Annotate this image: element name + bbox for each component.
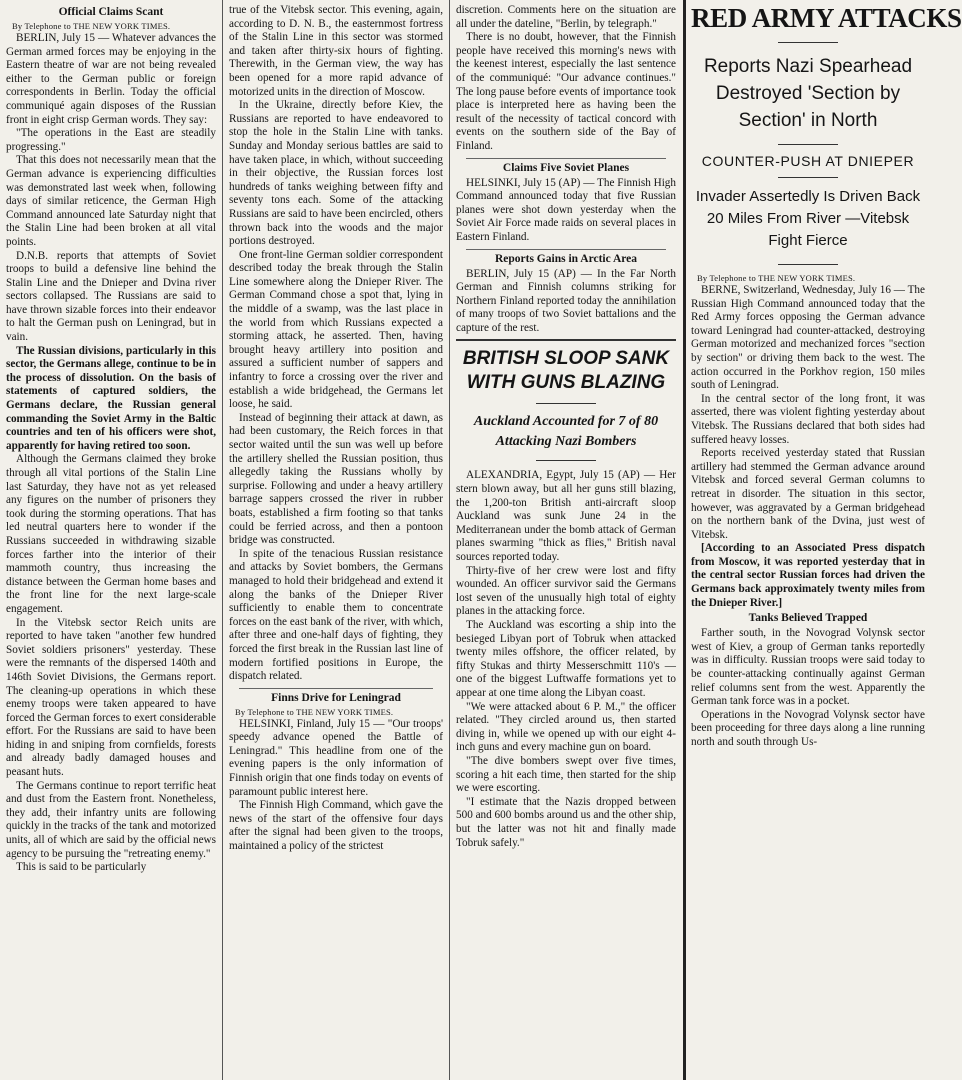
article-heading-tanks: Tanks Believed Trapped <box>748 612 868 625</box>
column-stalin-line <box>223 0 449 1080</box>
article-paragraph: "We were attacked about 6 P. M.," the officer related. "They circled around us, then started diving in, while we opened up with our eight 4-inch guns and every machine gun on board. <box>456 700 676 754</box>
article-paragraph: The Germans continue to report terrific heat and dust from the Eastern front. Nonetheless, they add, their infantry units are following quickly in the tracks of the tank and motorized units, all of which are said by the official news agency to be pursuing the "retreating enemy." <box>6 779 216 860</box>
article-paragraph: HELSINKI, Finland, July 15 — "Our troops' speedy advance opened the Battle of Leningrad." This headline from one of the evening papers is the only information of Finnish origin that one finds today on events of paramount public interest here. <box>229 717 443 798</box>
byline-credit: By Telephone to THE NEW YORK TIMES. <box>235 706 394 717</box>
article-paragraph: This is said to be particularly <box>16 861 147 874</box>
column-official-claims <box>0 0 222 1080</box>
article-paragraph: BERNE, Switzerland, Wednesday, July 16 — The Russian High Command announced today that the Red Army forces opposing the German advance toward Leningrad had counter-attacked, destroying German motorized and mechanized forces "section by section" or driving them back to the west. The action occurred in the Porkhov region, 150 miles south of Leningrad. <box>691 284 925 392</box>
article-paragraph: Farther south, in the Novograd Volynsk sector west of Kiev, a group of German tanks reportedly was in difficulty. Russian troops were said today to be counter-attacking continually against German relief columns sent from the west. Apparently the German tank force was in a pocket. <box>691 627 925 708</box>
section-divider <box>239 688 433 689</box>
article-paragraph: "The dive bombers swept over five times, scoring a hit each time, then started for the ship we were escorting. <box>456 754 676 795</box>
headline-deck-secondary: Invader Assertedly Is Driven Back 20 Miles From River —Vitebsk Fight Fierce <box>695 188 921 249</box>
sloop-headline-block <box>456 339 676 461</box>
column-finland-sloop <box>450 0 682 1080</box>
article-paragraph: BERLIN, July 15 — Whatever advances the German armed forces may be enjoying in the Eastern theatre of war are not being revealed either to the German public or foreign correspondents in Berlin. Today the official communiqué again disposes of the Russian front in eight crisp German words. They say: <box>6 32 216 126</box>
article-paragraph: "The operations in the East are steadily progressing." <box>6 127 216 153</box>
headline-rule <box>536 403 596 404</box>
article-paragraph: The Finnish High Command, which gave the news of the start of the offensive four days after the signal had been given to the troops, maintained a policy of the strictest <box>229 799 443 853</box>
byline-credit: By Telephone to THE NEW YORK TIMES. <box>12 21 171 31</box>
article-paragraph: The Russian divisions, particularly in this sector, the Germans allege, continue to be in the process of dissolution. On the basis of statements of captured soldiers, the Germans declare, the Russian general commanding the Soviet Army in the Baltic countries and ten of his officers were shot, apparently for having retired too soon. <box>6 344 216 452</box>
article-paragraph: That this does not necessarily mean that the German advance is experiencing difficulties was demonstrated last week when, following days of similar reticence, the German High Command announced late Saturday night that the Stalin Line had been broken at all vital points. <box>6 154 216 248</box>
headline-rule <box>536 460 596 461</box>
article-paragraph: Thirty-five of her crew were lost and fifty wounded. An officer survivor said the Germans lost seven of the unusually high total of eighty planes in the attacking force. <box>456 564 676 618</box>
section-divider <box>466 249 666 250</box>
article-heading-official-claims: Official Claims Scant <box>58 6 164 18</box>
article-heading-arctic: Reports Gains in Arctic Area <box>494 252 638 265</box>
article-paragraph: In the Vitebsk sector Reich units are reported to have taken "another few hundred Soviet soldiers prisoners" yesterday. These were the remnants of the dispersed 140th and 146th Soviet Divisions, the Germans report. The cleaning-up operations in which these enemy troops were taken appeared to have forced the German forces to exert considerable effort. For the Russians are said to have been hiding in and sniping from cornfields, forests and already badly damaged houses and peasant huts. <box>6 616 216 779</box>
column-red-army <box>686 0 962 1080</box>
sloop-headline: BRITISH SLOOP SANK WITH GUNS BLAZING <box>462 348 670 394</box>
article-paragraph: Reports received yesterday stated that Russian artillery had stemmed the German advance around Vitebsk and forced several German columns to retreat in disorder. The situation in this sector, however, was aggravated by a German bridgehead on the northern bank of the Dvina, just west of Vitebsk. <box>691 447 925 541</box>
headline-caps: COUNTER-PUSH AT DNIEPER <box>701 153 915 169</box>
article-paragraph: discretion. Comments here on the situation are all under the dateline, "Berlin, by telegraph." <box>456 4 676 30</box>
article-paragraph: [According to an Associated Press dispatch from Moscow, it was reported yesterday that in the central sector Russian forces had driven the Germans back approximately twenty miles from the Dnieper River.] <box>691 542 925 609</box>
headline-rule <box>778 177 838 178</box>
article-paragraph: In the central sector of the long front, it was asserted, there was violent fighting yesterday about Vitebsk. The Russians declared that both sides had suffered heavy losses. <box>691 392 925 446</box>
article-paragraph: In spite of the tenacious Russian resistance and attacks by Soviet bombers, the Germans managed to hold their bridgehead and extend it along the banks of the Dnieper River sufficiently to enable them to concentrate forces on the east bank of the river, with which, after three and one-half days of fighting, they forced the first break in the Russian last line of modern fortified positions in Europe, the dispatch related. <box>229 547 443 683</box>
article-paragraph: "I estimate that the Nazis dropped between 500 and 600 bombs around us and the other ship, but the latter was not hit and finally made Tobruk safely." <box>456 795 676 849</box>
article-paragraph: ALEXANDRIA, Egypt, July 15 (AP) — Her stern blown away, but all her guns still blazing, the 1,200-ton British anti-aircraft sloop Auckland was sunk June 24 in the Mediterranean under the bomb attack of German planes swarming "thick as flies," British naval sources reported today. <box>456 469 676 564</box>
article-heading-finns-drive: Finns Drive for Leningrad <box>271 691 401 704</box>
article-paragraph: In the Ukraine, directly before Kiev, the Russians are reported to have endeavored to stop the hole in the Stalin Line with tanks. Sunday and Monday serious battles are said to have taken place, in which, without succeeding in their objective, the Russian forces lost hundreds of tanks weighing between fifty and seventy tons each. Some of the attacking Russians are said to have been encircled, others thrown back into the woods and the major portions destroyed. <box>229 99 443 248</box>
headline-rule <box>778 264 838 265</box>
headline-deck: Reports Nazi Spearhead Destroyed 'Section by Section' in North <box>703 56 913 131</box>
byline-credit: By Telephone to THE NEW YORK TIMES. <box>697 273 856 283</box>
article-paragraph: Although the Germans claimed they broke through all vital portions of the Stalin Line last Saturday, they have not as yet released any figures on the number of prisoners they took during the storming operations. That has led neutral quarters here to wonder if the Russians succeeded in withdrawing sizable forces farther into the interior of their mammoth country, thus increasing the distance between the German home bases and the front line for the next large-scale engagement. <box>6 453 216 615</box>
sloop-deck: Auckland Accounted for 7 of 80 Attacking Nazi Bombers <box>473 414 659 450</box>
article-paragraph: There is no doubt, however, that the Finnish people have received this morning's news with the keenest interest, especially the last sentence of the communiqué: "Our advance continues." The long pause before events of importance took place is interpreted here as having been the result of the necessity of tactical concord with events on the southern side of the Bay of Finland. <box>456 31 676 152</box>
article-paragraph: Operations in the Novograd Volynsk sector have been proceeding for three days along a line running north and south through Us- <box>691 708 925 748</box>
headline-rule <box>778 144 838 145</box>
main-headline: RED ARMY ATTACKS <box>691 3 962 33</box>
article-heading-soviet-planes: Claims Five Soviet Planes <box>502 161 630 174</box>
section-divider <box>466 158 666 159</box>
article-paragraph: BERLIN, July 15 (AP) — In the Far North German and Finnish columns striking for Northern Finland reported today the annihilation of many troops of two Soviet battalions and the capture of the rest. <box>456 267 676 334</box>
headline-rule <box>778 42 838 43</box>
article-paragraph: The Auckland was escorting a ship into the besieged Libyan port of Tobruk when attacked twenty miles offshore, the officer related, by fifty Stukas and thirty Messerschmitt 110's — one of the biggest Luftwaffe formations yet to appear at one time along the Libyan coast. <box>456 619 676 699</box>
article-paragraph: D.N.B. reports that attempts of Soviet troops to build a defensive line behind the Stalin Line and the Dnieper and Dvina river sectors collapsed. The Russians are said to have thrown sizable forces into their endeavor to halt the German push on Leningrad, but in vain. <box>6 249 216 344</box>
article-paragraph: true of the Vitebsk sector. This evening, again, according to D. N. B., the easternmost fortress of the Stalin Line in this sector was stormed and taken after thirty-six hours of fighting. Therewith, in the German view, the way has been opened for a more rapid advance of motorized units in the direction of Moscow. <box>229 4 443 98</box>
article-paragraph: Instead of beginning their attack at dawn, as had been customary, the Reich forces in that sector waited until the sun was well up before the artillery shelled the Russian position, thus allegedly taking the Russians wholly by surprise. Following and under a heavy artillery barrage sappers crossed the river in rubber boats, established a firm footing so that tanks could be ferried across, and then a pontoon bridge was constructed. <box>229 411 443 547</box>
article-paragraph: HELSINKI, July 15 (AP) — The Finnish High Command announced today that five Russian planes were shot down yesterday when the Soviet Air Force made raids on several places in Eastern Finland. <box>456 176 676 243</box>
article-paragraph: One front-line German soldier correspondent described today the break through the Stalin Line somewhere along the Dnieper River. The German Command chose a spot that, lying in the middle of a swamp, was the last place in the world from which Russians expected a storming attack, he asserted. Then, having brought heavy artillery into position and assured a sufficient number of sappers and infantry to force a crossing over the river and establish a wide bridgehead, the Germans let loose, he said. <box>229 248 443 411</box>
